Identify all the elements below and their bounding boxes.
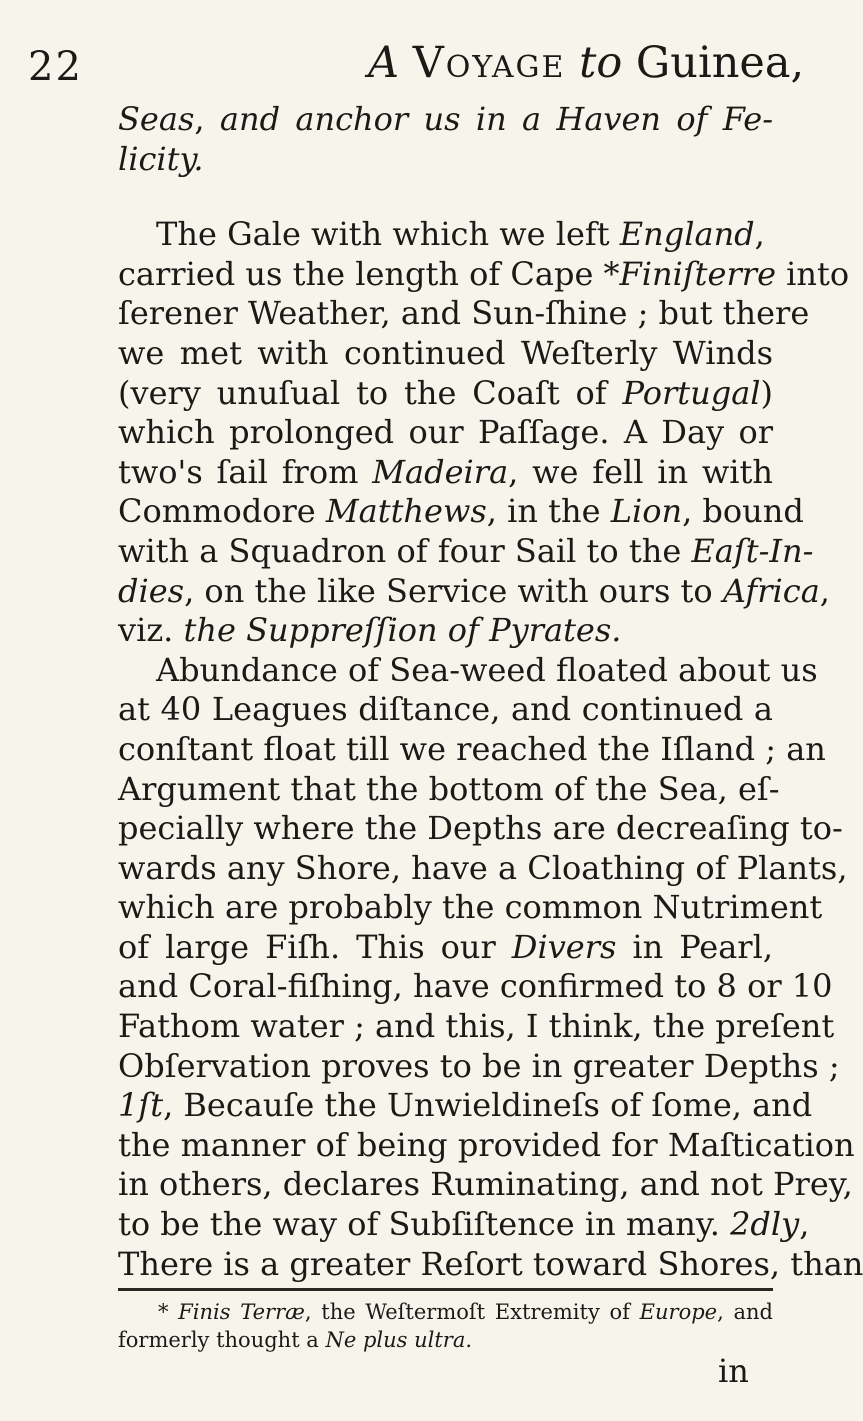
text-run: ,	[194, 100, 220, 138]
text-run: ,	[819, 571, 830, 610]
text-run: *	[158, 1300, 179, 1324]
text-line	[118, 1165, 853, 1205]
italic-text: Lion	[610, 492, 683, 531]
italic-text: the Suppreſſion of Pyrates.	[183, 611, 622, 650]
text-line	[118, 215, 773, 255]
text-line	[118, 571, 830, 612]
running-head-to: to	[579, 38, 623, 88]
text-run: , the Weſtermoſt Extremity of	[304, 1300, 640, 1324]
text-line	[118, 100, 773, 140]
italic-text: Matthews	[325, 492, 487, 531]
text-run: Obſervation proves to be in greater Depths ;	[118, 1046, 840, 1085]
footnote-line	[118, 1326, 773, 1354]
italic-text: and anchor us in a Haven of Fe-	[219, 100, 774, 138]
text-run: ,	[754, 215, 765, 254]
text-line	[118, 769, 780, 810]
text-run: ſerener Weather, and Sun-ſhine ; but there	[118, 294, 810, 333]
text-run: , Becauſe the Unwieldineſs of ſome, and	[163, 1086, 813, 1125]
italic-text: England	[619, 215, 755, 254]
text-line	[118, 453, 773, 493]
text-run: There is a greater Reſort toward Shores, than	[118, 1244, 863, 1283]
italic-text: licity.	[118, 139, 204, 178]
text-line	[118, 1205, 810, 1245]
text-run: two's ſail from	[118, 452, 373, 491]
text-line	[118, 690, 773, 730]
text-run: , and	[717, 1300, 773, 1324]
text-run: and Coral-fiſhing, have confirmed to 8 or 10	[118, 967, 833, 1006]
running-head-voyage: Voyage	[412, 38, 566, 88]
italic-text: 1ſt	[118, 1086, 164, 1125]
text-line	[118, 1244, 863, 1285]
text-line	[118, 413, 773, 453]
footnote-rule	[118, 1288, 773, 1291]
italic-text: Divers	[511, 927, 617, 966]
text-line	[118, 531, 814, 572]
text-line	[118, 1046, 840, 1087]
italic-text: Madeira	[372, 452, 509, 491]
text-line	[118, 374, 773, 414]
italic-text: Seas	[118, 100, 195, 138]
italic-text: *Finiſterre	[603, 254, 776, 293]
text-run: )	[760, 373, 773, 412]
italic-text: Africa	[722, 571, 820, 610]
text-run: of large Fiſh. This our	[118, 927, 512, 966]
italic-text: Portugal	[622, 373, 761, 412]
text-run: which are probably the common Nutriment	[118, 888, 823, 927]
italic-text: Finis Terræ	[178, 1300, 305, 1324]
text-run: which prolonged our Paſſage. A Day or	[118, 413, 773, 452]
text-run: formerly thought a	[118, 1328, 326, 1352]
italic-text: 2dly	[730, 1205, 800, 1244]
text-run: conſtant float till we reached the Iſland ; an	[118, 729, 826, 768]
text-run: Abundance of Sea-weed floated about us	[156, 650, 818, 689]
text-run: into	[776, 254, 850, 293]
page-header	[28, 38, 805, 98]
text-run: , bound	[682, 492, 804, 531]
text-line	[118, 294, 810, 334]
text-run: pecially where the Depths are decreaſing to-	[118, 809, 843, 848]
text-line	[118, 1086, 813, 1126]
paragraph-gap	[118, 179, 773, 215]
body-text	[118, 100, 863, 1284]
text-run: at 40 Leagues diſtance, and continued a	[118, 690, 773, 729]
text-run: carried us the length of Cape	[118, 254, 604, 293]
text-line	[118, 928, 773, 968]
text-run: to be the way of Subſiſtence in many.	[118, 1205, 731, 1244]
text-run: , in the	[486, 492, 611, 531]
footnote-line	[118, 1298, 773, 1326]
text-run: the manner of being provided for Maſtication	[118, 1125, 855, 1164]
text-line	[118, 650, 818, 691]
text-line	[118, 611, 773, 651]
text-line	[118, 254, 850, 295]
text-line	[118, 1007, 835, 1047]
text-run: Fathom water ; and this, I think, the preſent	[118, 1007, 835, 1046]
catchword: in	[718, 1352, 749, 1390]
text-run: , we fell in with	[508, 452, 774, 491]
text-line	[118, 140, 773, 180]
text-run: wards any Shore, have a Cloathing of Plants,	[118, 848, 848, 887]
footnote	[118, 1298, 773, 1354]
text-run: ,	[799, 1205, 810, 1244]
italic-text: Eaſt-In-	[691, 531, 814, 570]
text-run: , on the like Service with ours to	[184, 571, 723, 610]
text-run: (very unuſual to the Coaſt of	[118, 373, 623, 412]
italic-text: Europe	[639, 1300, 718, 1324]
text-run: .	[465, 1328, 473, 1352]
text-run: in others, declares Ruminating, and not Prey,	[118, 1165, 853, 1204]
italic-text: dies	[118, 571, 185, 610]
text-run: we met with continued Weſterly Winds	[118, 333, 773, 372]
text-run: The Gale with which we left	[156, 215, 620, 254]
text-run: in Pearl,	[616, 927, 774, 966]
text-run: with a Squadron of four Sail to the	[118, 531, 692, 570]
text-run: viz.	[118, 611, 184, 650]
running-head-place: Guinea,	[635, 38, 805, 88]
italic-text: Ne plus ultra	[325, 1328, 466, 1352]
running-head-article: A	[368, 38, 400, 88]
text-run: Commodore	[118, 492, 326, 531]
text-line	[118, 888, 823, 928]
text-line	[118, 809, 843, 849]
text-line	[118, 967, 833, 1007]
text-line	[118, 492, 804, 532]
text-line	[118, 729, 826, 770]
running-head	[368, 38, 805, 88]
text-line	[118, 848, 848, 889]
text-line	[118, 1125, 855, 1166]
text-line	[118, 334, 773, 374]
page-number: 22	[28, 44, 83, 90]
text-run: Argument that the bottom of the Sea, eſ-	[118, 769, 780, 808]
